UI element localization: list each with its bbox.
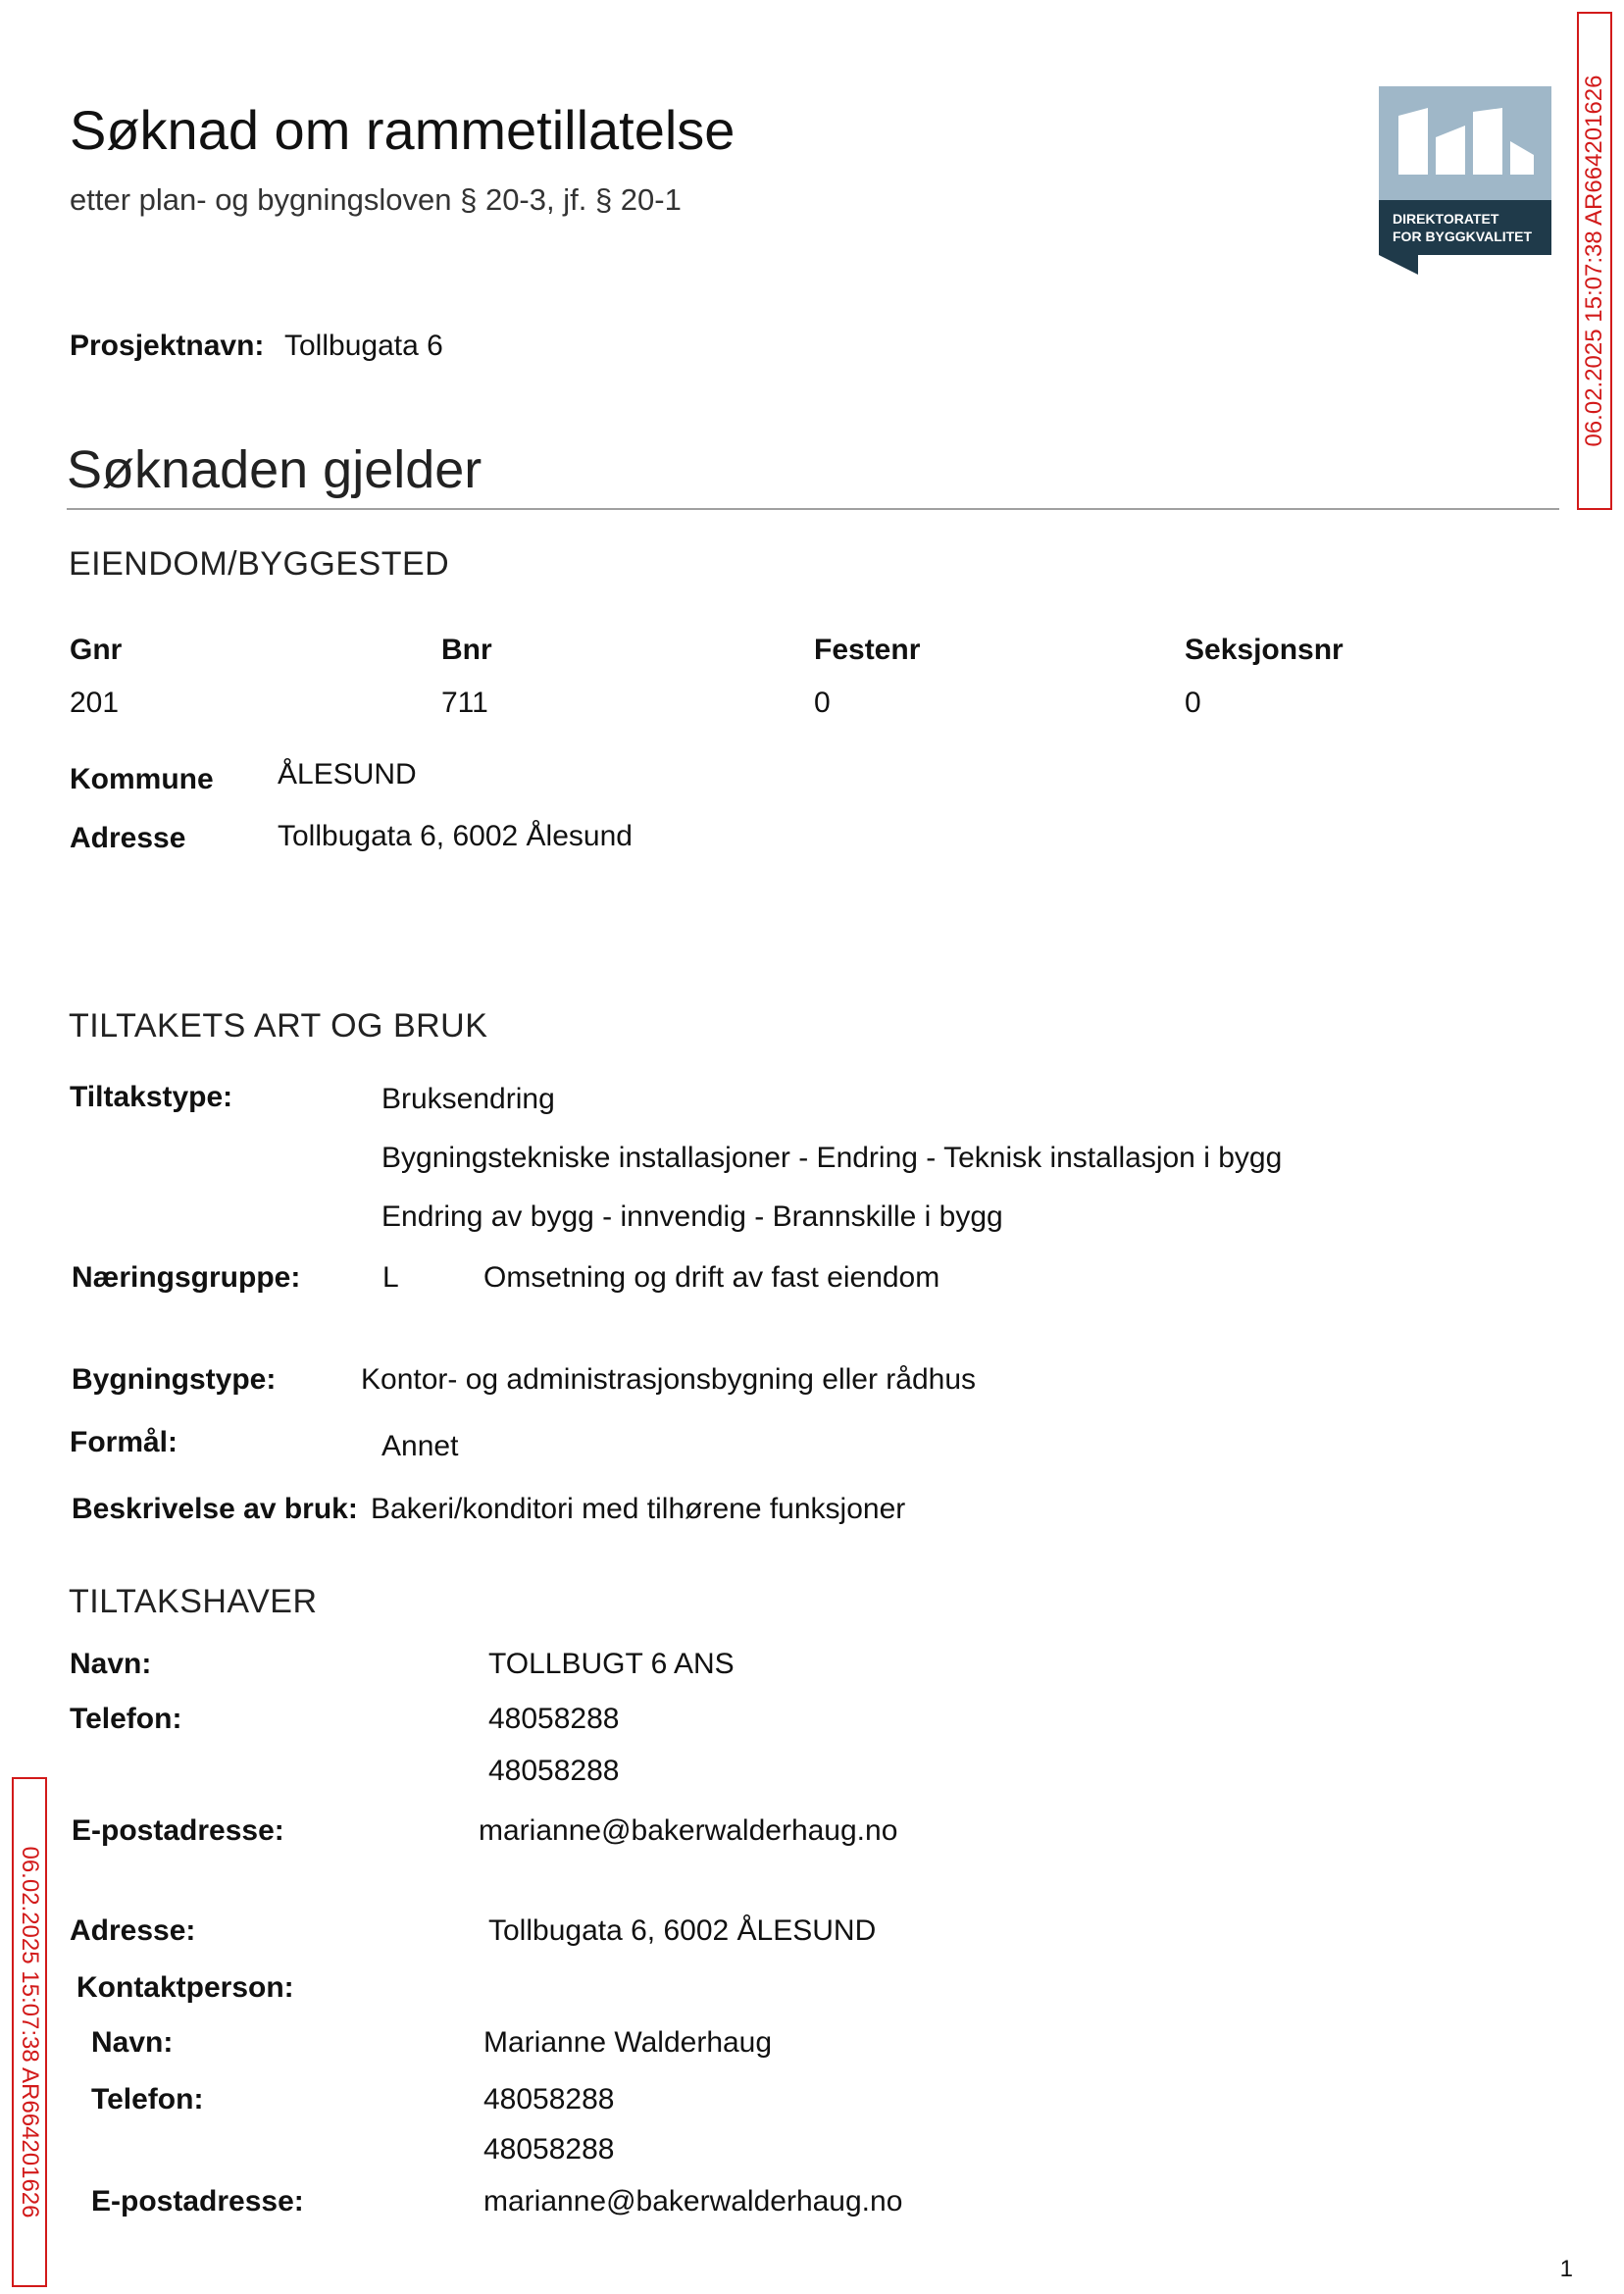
gnr-label: Gnr bbox=[70, 634, 123, 666]
formal-value: Annet bbox=[381, 1430, 459, 1462]
kommune-value: ÅLESUND bbox=[278, 758, 417, 790]
document-title: Søknad om rammetillatelse bbox=[70, 99, 736, 161]
festenr-value: 0 bbox=[814, 687, 831, 719]
kontakt-telefon-2: 48058288 bbox=[483, 2133, 615, 2166]
beskrivelse-label: Beskrivelse av bruk: bbox=[72, 1493, 358, 1525]
project-label: Prosjektnavn: bbox=[70, 330, 265, 362]
kontakt-epost-label: E-postadresse: bbox=[91, 2185, 304, 2218]
timestamp-stamp-left bbox=[12, 1777, 47, 2287]
bnr-value: 711 bbox=[441, 687, 488, 719]
adresse-label: Adresse bbox=[70, 822, 186, 854]
naeringsgruppe-code: L bbox=[382, 1261, 399, 1294]
bygningstype-label: Bygningstype: bbox=[72, 1363, 277, 1396]
tiltakshaver-adresse-value: Tollbugata 6, 6002 ÅLESUND bbox=[488, 1914, 877, 1947]
naeringsgruppe-value: Omsetning og drift av fast eiendom bbox=[483, 1261, 940, 1294]
naeringsgruppe-label: Næringsgruppe: bbox=[72, 1261, 301, 1294]
stamp-text: 06.02.2025 15:07:38 AR664201626 bbox=[1581, 75, 1607, 447]
tiltakshaver-epost-value: marianne@bakerwalderhaug.no bbox=[479, 1814, 898, 1847]
project-value: Tollbugata 6 bbox=[284, 330, 443, 362]
tiltakshaver-adresse-label: Adresse: bbox=[70, 1914, 196, 1947]
section-title: Søknaden gjelder bbox=[67, 440, 482, 499]
kontakt-navn-value: Marianne Walderhaug bbox=[483, 2026, 773, 2059]
tiltakstype-value-2: Bygningstekniske installasjoner - Endring - Teknisk installasjon i bygg bbox=[381, 1142, 1283, 1174]
tiltakstype-value-1: Bruksendring bbox=[381, 1083, 555, 1115]
kontaktperson-label: Kontaktperson: bbox=[76, 1971, 294, 2004]
stamp-text: 06.02.2025 15:07:38 AR664201626 bbox=[17, 1846, 43, 2218]
adresse-value: Tollbugata 6, 6002 Ålesund bbox=[278, 820, 633, 852]
tiltakshaver-telefon-2: 48058288 bbox=[488, 1755, 620, 1787]
kontakt-navn-label: Navn: bbox=[91, 2026, 174, 2059]
logo-text-line2: FOR BYGGKVALITET bbox=[1393, 229, 1533, 244]
tiltakshaver-telefon-1: 48058288 bbox=[488, 1703, 620, 1735]
beskrivelse-value: Bakeri/konditori med tilhørene funksjoner bbox=[371, 1493, 906, 1525]
section-divider bbox=[67, 508, 1559, 510]
dibk-logo bbox=[1379, 86, 1551, 275]
gnr-value: 201 bbox=[70, 687, 120, 719]
formal-label: Formål: bbox=[70, 1426, 178, 1458]
timestamp-stamp-top bbox=[1577, 12, 1612, 510]
property-heading: EIENDOM/BYGGESTED bbox=[69, 545, 450, 583]
bnr-label: Bnr bbox=[441, 634, 492, 666]
tiltakshaver-navn-label: Navn: bbox=[70, 1648, 152, 1680]
logo-text-line1: DIREKTORATET bbox=[1393, 211, 1499, 227]
bygningstype-value: Kontor- og administrasjonsbygning eller rådhus bbox=[361, 1363, 977, 1396]
tiltakshaver-heading: TILTAKSHAVER bbox=[69, 1583, 318, 1620]
document-subtitle: etter plan- og bygningsloven § 20-3, jf. § 20-1 bbox=[70, 182, 682, 217]
tiltakshaver-navn-value: TOLLBUGT 6 ANS bbox=[488, 1648, 735, 1680]
kontakt-telefon-1: 48058288 bbox=[483, 2083, 615, 2116]
kontakt-epost-value: marianne@bakerwalderhaug.no bbox=[483, 2185, 903, 2218]
seksjonsnr-value: 0 bbox=[1185, 687, 1201, 719]
tiltakstype-label: Tiltakstype: bbox=[70, 1081, 233, 1113]
seksjonsnr-label: Seksjonsnr bbox=[1185, 634, 1344, 666]
festenr-label: Festenr bbox=[814, 634, 921, 666]
tiltakshaver-telefon-label: Telefon: bbox=[70, 1703, 182, 1735]
kommune-label: Kommune bbox=[70, 763, 214, 795]
page-number: 1 bbox=[1559, 2256, 1573, 2282]
tiltakstype-value-3: Endring av bygg - innvendig - Brannskille i bygg bbox=[381, 1200, 1003, 1233]
kontakt-telefon-label: Telefon: bbox=[91, 2083, 204, 2116]
tiltakshaver-epost-label: E-postadresse: bbox=[72, 1814, 284, 1847]
tiltak-heading: TILTAKETS ART OG BRUK bbox=[69, 1007, 488, 1045]
